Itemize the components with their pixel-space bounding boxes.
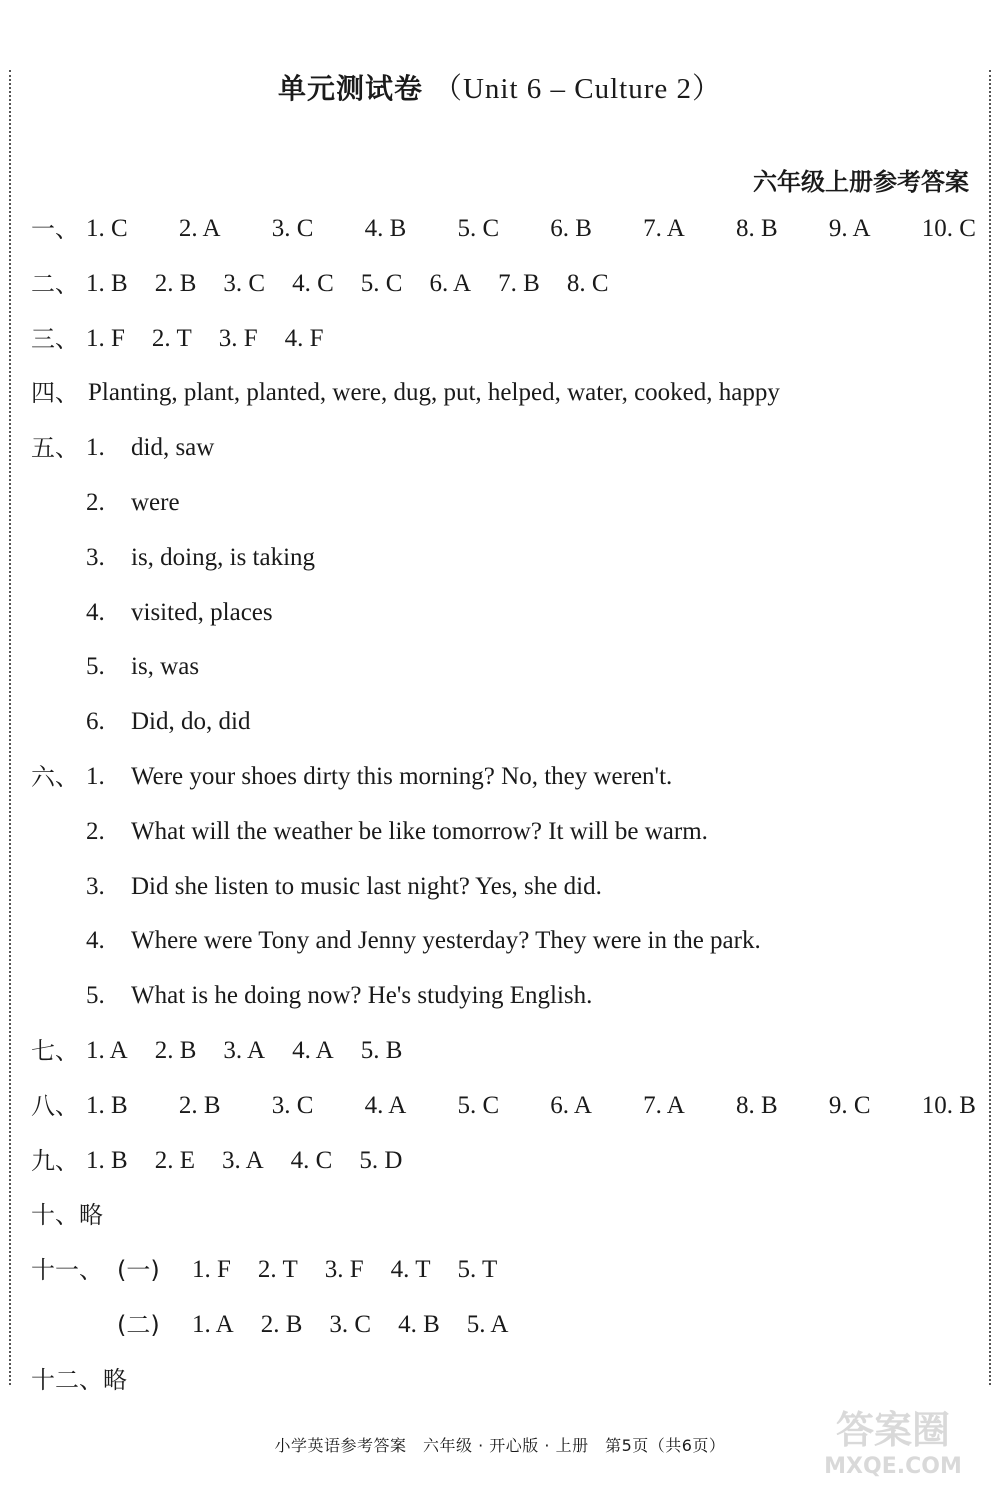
item-number: 3. <box>86 872 105 900</box>
part-label: (二) <box>117 1310 160 1339</box>
answer-item: 1. C <box>86 215 128 242</box>
section-6-row <box>31 969 976 1024</box>
title-unit: （Unit 6 – Culture 2） <box>432 73 722 105</box>
section-label: 十一、 <box>31 1256 103 1285</box>
section-6-row <box>31 805 976 860</box>
section-10 <box>31 1188 976 1243</box>
section-2 <box>31 257 976 312</box>
answer-item: 1. F <box>192 1256 231 1284</box>
section-label: 七、 <box>31 1036 79 1065</box>
title-chinese: 单元测试卷 <box>278 72 424 105</box>
item-text: What will the weather be like tomorrow? It will be warm. <box>131 817 708 845</box>
answer-item: 4. F <box>284 324 324 352</box>
answer-item: 2. B <box>260 1310 303 1338</box>
answer-item: 8. B <box>736 215 778 242</box>
answer-item: 3. C <box>271 1091 314 1119</box>
answer-list <box>86 1134 429 1189</box>
item-text: is, doing, is taking <box>131 543 316 571</box>
answer-item: 1. A <box>86 1036 128 1064</box>
section-4 <box>31 366 976 421</box>
left-dotted-border <box>9 70 11 1385</box>
section-5-row <box>31 476 976 531</box>
answer-item: 6. A <box>429 269 472 297</box>
answer-item: 2. T <box>151 324 192 352</box>
section-label: 五、 <box>31 434 79 463</box>
answer-item: 5. C <box>457 1091 500 1119</box>
section-9 <box>31 1134 976 1189</box>
answer-item: 4. A <box>364 1091 407 1119</box>
item-number: 1. <box>86 434 105 462</box>
answer-list <box>192 1298 535 1353</box>
section-label: 一、 <box>31 215 79 243</box>
answer-item: 9. A <box>828 215 871 242</box>
answer-item: 5. T <box>457 1256 498 1284</box>
answer-item: 10. C <box>921 215 976 242</box>
item-text: visited, places <box>131 598 273 626</box>
watermark-logo <box>808 1401 978 1481</box>
item-text: Were your shoes dirty this morning? No, they weren't. <box>131 762 673 790</box>
item-number: 4. <box>86 598 105 626</box>
answer-item: 4. B <box>398 1310 440 1338</box>
section-5-row <box>31 695 976 750</box>
section-8 <box>31 1079 976 1134</box>
section-6 <box>31 750 976 805</box>
answer-list <box>86 1079 976 1134</box>
answer-item: 5. D <box>359 1146 403 1174</box>
answer-item: 1. B <box>86 1091 128 1119</box>
answer-item: 3. A <box>221 1146 264 1174</box>
item-text: Did, do, did <box>131 708 251 736</box>
item-text: Did she listen to music last night? Yes, she did. <box>131 872 602 900</box>
section-label: 十、略 <box>31 1201 103 1230</box>
answer-key <box>31 202 976 1408</box>
item-number: 4. <box>86 927 105 955</box>
answer-list <box>86 257 636 312</box>
item-number: 1. <box>86 762 105 790</box>
answer-item: 2. A <box>178 215 221 242</box>
page-title <box>0 66 1000 107</box>
section-label: 九、 <box>31 1146 79 1175</box>
item-text: were <box>131 488 180 516</box>
answer-item: 9. C <box>828 1091 871 1119</box>
answer-item: 7. B <box>498 269 540 297</box>
answer-item: 8. C <box>566 269 609 297</box>
answer-item: 3. C <box>329 1310 372 1338</box>
answer-item: 2. B <box>154 269 197 297</box>
section-label: 二、 <box>31 269 79 298</box>
answer-item: 3. C <box>223 269 266 297</box>
answer-list <box>86 1024 429 1079</box>
section-5 <box>31 421 976 476</box>
answer-item: 4. T <box>390 1256 431 1284</box>
section-6-row <box>31 860 976 915</box>
section-3 <box>31 312 976 367</box>
answer-item: 3. F <box>324 1256 364 1284</box>
answer-item: 1. F <box>86 324 125 352</box>
answer-item: 5. A <box>466 1310 509 1338</box>
section-label: 十二、略 <box>31 1365 127 1394</box>
item-text: did, saw <box>131 434 215 462</box>
answer-item: 1. B <box>86 1146 128 1174</box>
answer-item: 10. B <box>921 1091 976 1119</box>
section-7 <box>31 1024 976 1079</box>
section-label: 八、 <box>31 1091 79 1120</box>
answer-item: 2. B <box>178 1091 221 1119</box>
answer-item: 3. A <box>223 1036 266 1064</box>
item-number: 6. <box>86 708 105 736</box>
section-5-row <box>31 586 976 641</box>
answer-item: 3. C <box>271 215 314 242</box>
answer-item: 1. B <box>86 269 128 297</box>
item-text: is, was <box>131 653 200 681</box>
answer-item: 6. A <box>550 1091 592 1119</box>
watermark-url: MXQE.COM <box>824 1454 962 1479</box>
answer-item: 5. B <box>360 1036 403 1064</box>
section-1 <box>31 202 976 257</box>
answer-text: Planting, plant, planted, were, dug, put, helped, water, cooked, happy <box>88 379 780 407</box>
answer-item: 5. C <box>360 269 403 297</box>
section-11-row <box>31 1298 976 1353</box>
item-text: Where were Tony and Jenny yesterday? They were in the park. <box>131 927 761 955</box>
section-label: 四、 <box>31 379 79 408</box>
answer-item: 3. F <box>218 324 258 352</box>
section-11 <box>31 1243 976 1298</box>
subtitle: 六年级上册参考答案 <box>753 168 969 196</box>
answer-item: 7. A <box>643 215 685 242</box>
watermark-text: 答案圈 <box>835 1408 951 1452</box>
item-number: 3. <box>86 543 105 571</box>
answer-item: 2. B <box>154 1036 197 1064</box>
item-text: What is he doing now? He's studying English. <box>131 982 593 1010</box>
section-label: 三、 <box>31 324 79 353</box>
answer-item: 1. A <box>192 1310 234 1338</box>
section-6-row <box>31 914 976 969</box>
answer-item: 6. B <box>550 215 592 242</box>
part-label: (一) <box>117 1256 160 1285</box>
right-dotted-border <box>989 70 991 1385</box>
section-12 <box>31 1353 976 1408</box>
answer-item: 2. T <box>257 1256 298 1284</box>
answer-list <box>192 1243 524 1298</box>
answer-item: 8. B <box>736 1091 778 1119</box>
item-number: 2. <box>86 488 105 516</box>
answer-item: 4. B <box>364 215 407 242</box>
page-footer: 小学英语参考答案 六年级 · 开心版 · 上册 第5页（共6页） <box>274 1436 726 1455</box>
answer-list <box>86 202 976 257</box>
answer-item: 4. C <box>290 1146 333 1174</box>
section-5-row <box>31 531 976 586</box>
answer-item: 2. E <box>154 1146 195 1174</box>
section-5-row <box>31 640 976 695</box>
answer-item: 7. A <box>643 1091 685 1119</box>
answer-list <box>86 312 351 367</box>
answer-item: 4. C <box>292 269 334 297</box>
answer-item: 4. A <box>292 1036 334 1064</box>
section-label: 六、 <box>31 762 79 791</box>
answer-item: 5. C <box>457 215 500 242</box>
item-number: 5. <box>86 653 105 681</box>
item-number: 5. <box>86 982 105 1010</box>
item-number: 2. <box>86 817 105 845</box>
